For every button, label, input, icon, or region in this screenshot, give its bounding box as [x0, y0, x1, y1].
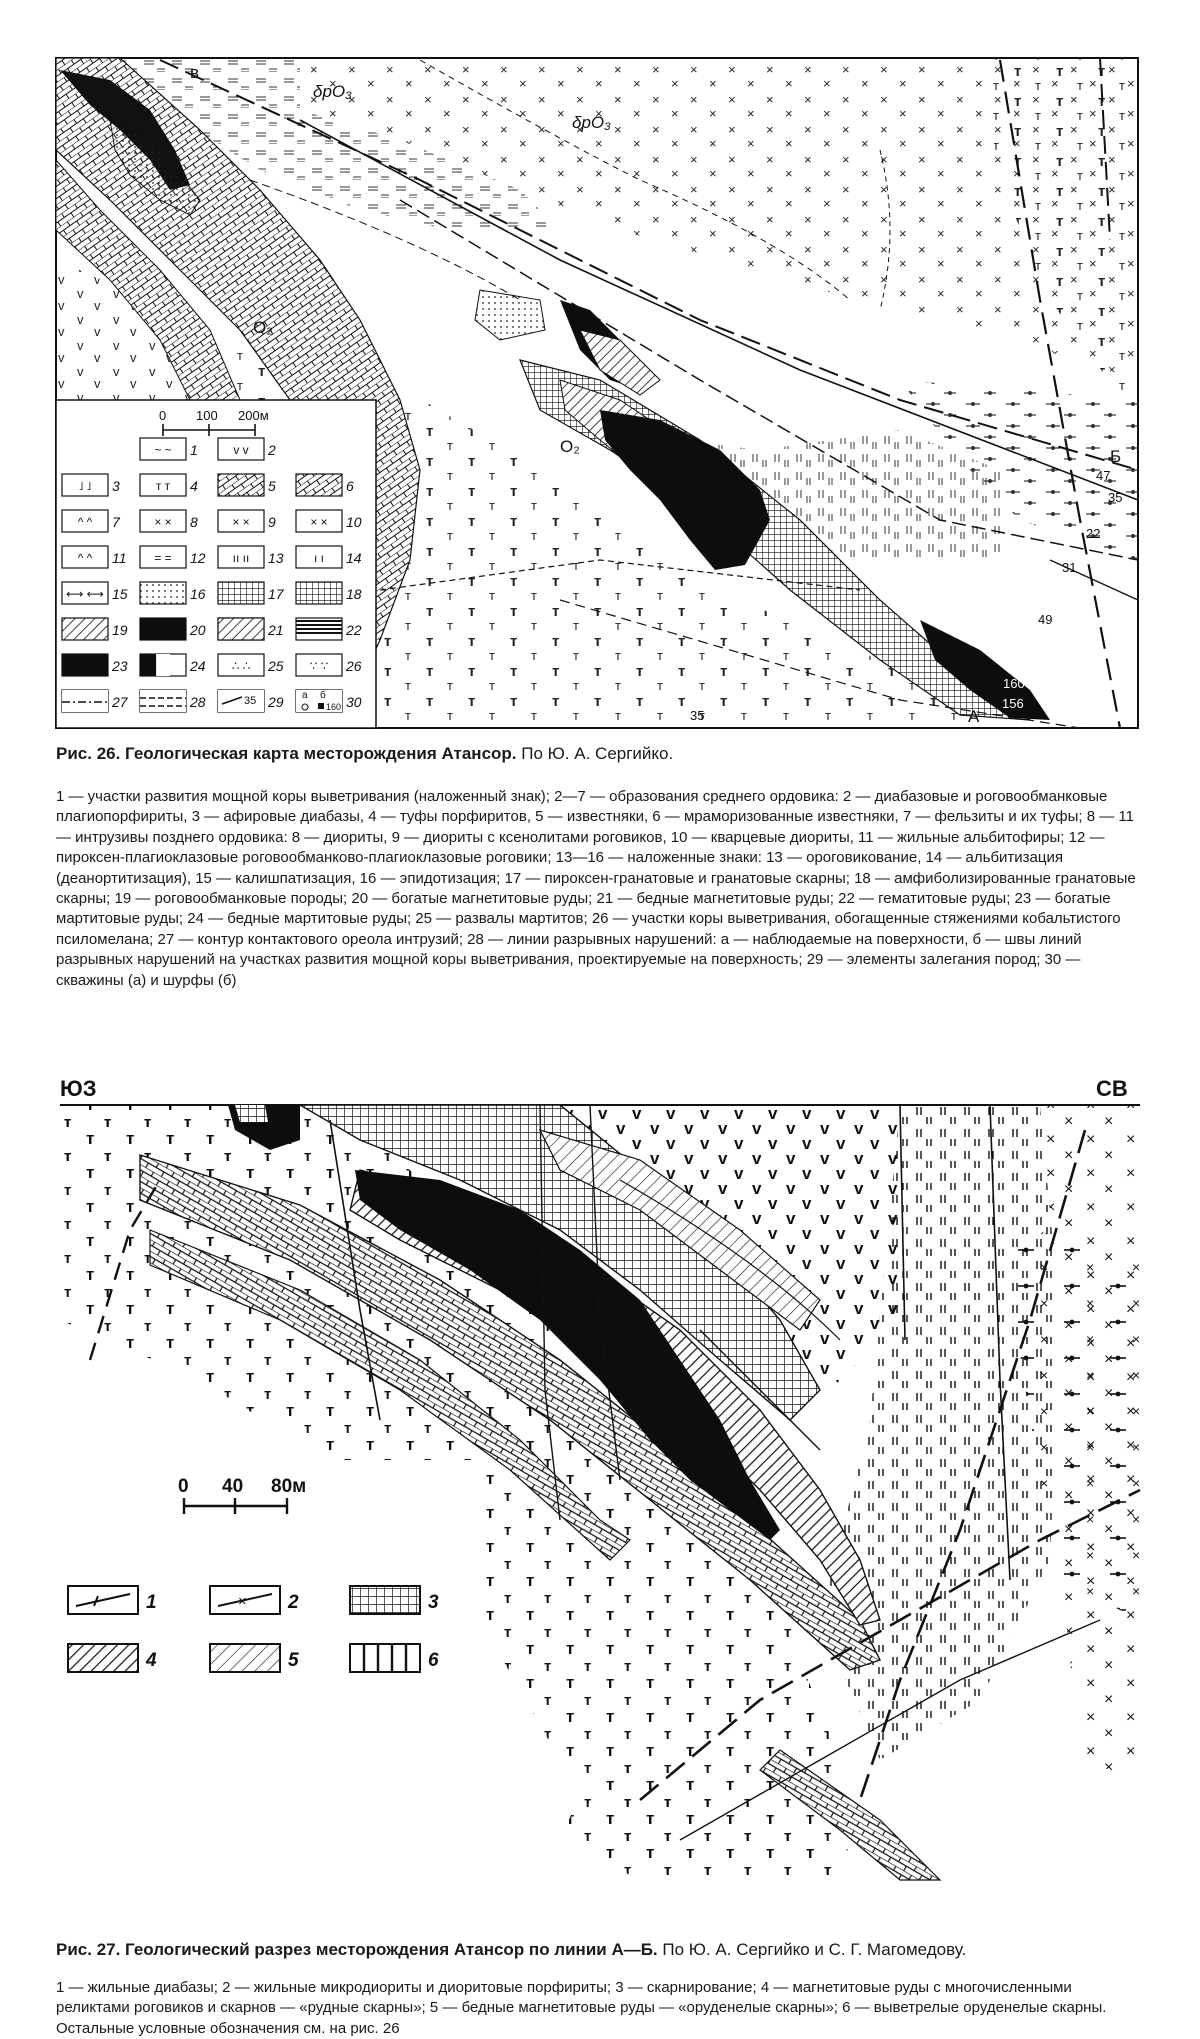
- map-legend-number-2: 2: [268, 442, 276, 458]
- map-label-49: 49: [1038, 612, 1053, 627]
- svg-text:× ×: × ×: [232, 515, 250, 529]
- svg-text:× ×: × ×: [154, 515, 172, 529]
- section-scale-40: 40: [222, 1476, 244, 1497]
- map-legend-swatch-18: [296, 582, 342, 604]
- legend-30-b: б: [320, 690, 326, 701]
- map-scale-200: 200м: [238, 408, 269, 423]
- map-legend-number-16: 16: [190, 586, 206, 602]
- map-legend-swatch-27: [62, 690, 108, 712]
- map-legend-number-8: 8: [190, 514, 198, 530]
- section-legend-swatch-5: [210, 1644, 280, 1672]
- map-legend-number-3: 3: [112, 478, 120, 494]
- map-legend-swatch-4: [140, 474, 186, 496]
- svg-text:×: ×: [238, 1593, 247, 1610]
- section-legend-swatch-2: [210, 1586, 280, 1614]
- map-legend-number-6: 6: [346, 478, 354, 494]
- fig26-caption-author: По Ю. А. Сергийко.: [516, 744, 674, 763]
- section-legend-number-6: 6: [428, 1650, 439, 1671]
- legend-30-num: 160: [326, 702, 342, 712]
- legend-29-value: 35: [244, 695, 257, 707]
- svg-text:∵ ∵: ∵ ∵: [309, 659, 329, 673]
- map-legend-swatch-8: [140, 510, 186, 532]
- map-label-o2-c: О₂: [642, 530, 662, 549]
- svg-text:× ×: × ×: [310, 515, 328, 529]
- map-legend-number-18: 18: [346, 586, 362, 602]
- map-legend-swatch-6: [296, 474, 342, 496]
- map-legend-swatch-5: [218, 474, 264, 496]
- svg-text:т т: т т: [155, 479, 171, 493]
- map-legend-number-5: 5: [268, 478, 276, 494]
- section-legend-number-3: 3: [428, 1592, 439, 1613]
- geological-section: [0, 1060, 1200, 1930]
- map-label-156: 156: [1002, 696, 1024, 711]
- map-legend-swatch-14: [296, 546, 342, 568]
- map-label-o2-a: О₂: [253, 318, 273, 337]
- map-legend-swatch-1: [140, 438, 186, 460]
- map-legend-swatch-22: [296, 618, 342, 640]
- map-legend-swatch-13: [218, 546, 264, 568]
- svg-text:⟷ ⟷: ⟷ ⟷: [66, 587, 104, 601]
- map-legend-number-15: 15: [112, 586, 128, 602]
- svg-text:˩ ˩: ˩ ˩: [78, 479, 92, 493]
- map-legend-swatch-12: [140, 546, 186, 568]
- map-label-35b: 35: [690, 708, 705, 723]
- map-legend-number-14: 14: [346, 550, 362, 566]
- map-label-dp1: δрО₃: [313, 82, 352, 101]
- map-legend-number-7: 7: [112, 514, 120, 530]
- section-legend-swatch-6: [350, 1644, 420, 1672]
- map-legend-number-13: 13: [268, 550, 284, 566]
- map-legend-swatch-19: [62, 618, 108, 640]
- geological-map: [0, 0, 1200, 760]
- map-label-31: 31: [1062, 560, 1077, 575]
- map-legend-swatch-28: [140, 690, 186, 712]
- map-legend-number-21: 21: [268, 622, 284, 638]
- map-legend-swatch-23: [62, 654, 108, 676]
- map-label-a-bottom: А: [968, 707, 980, 726]
- section-ne-label: СВ: [1096, 1076, 1128, 1101]
- map-legend-number-25: 25: [268, 658, 284, 674]
- fig26-caption-title: Рис. 26. Геологическая карта месторождения Атансор.: [56, 744, 517, 763]
- map-label-35a: 35: [1108, 490, 1123, 505]
- map-legend-swatch-11: [62, 546, 108, 568]
- fig27-caption-author: По Ю. А. Сергийко и С. Г. Магомедову.: [657, 1940, 967, 1959]
- map-legend-swatch-20: [140, 618, 186, 640]
- map-legend-number-22: 22: [346, 622, 362, 638]
- map-scale-0: 0: [159, 408, 167, 423]
- fig26-caption: [56, 744, 1146, 764]
- map-scale-100: 100: [196, 408, 218, 423]
- section-legend-number-4: 4: [146, 1650, 157, 1671]
- map-legend-swatch-25: [218, 654, 264, 676]
- map-legend-number-19: 19: [112, 622, 128, 638]
- map-legend-swatch-30: [296, 689, 342, 712]
- map-legend-swatch-24: [140, 654, 186, 676]
- map-label-22: 22: [1086, 526, 1101, 541]
- legend-30-a: а: [302, 690, 308, 701]
- map-legend-swatch-16: [140, 582, 186, 604]
- map-legend-number-30: 30: [346, 694, 362, 710]
- svg-text:^ ^: ^ ^: [77, 551, 93, 565]
- map-legend-number-11: 11: [112, 550, 127, 566]
- fig27-caption-title: Рис. 27. Геологический разрез месторождения Атансор по линии А—Б.: [56, 1940, 658, 1959]
- svg-text:v v: v v: [233, 443, 249, 457]
- map-legend-number-27: 27: [112, 694, 128, 710]
- svg-text:^ ^: ^ ^: [77, 515, 93, 529]
- map-legend-number-29: 29: [268, 694, 284, 710]
- section-legend-swatch-3: [350, 1586, 420, 1614]
- fig27-caption: [56, 1940, 1146, 1960]
- svg-text:ıı ıı: ıı ıı: [232, 551, 250, 565]
- map-legend-number-10: 10: [346, 514, 362, 530]
- map-legend-number-17: 17: [268, 586, 284, 602]
- map-legend-swatch-26: [296, 654, 342, 676]
- map-legend-number-9: 9: [268, 514, 276, 530]
- map-legend-number-28: 28: [190, 694, 206, 710]
- map-label-b-top: в: [190, 63, 200, 82]
- fig27-description: 1 — жильные диабазы; 2 — жильные микродиориты и диоритовые порфириты; 3 — скарнирование; 4 — магнетитовые руды с многочисленными реликтами роговиков и скарнов — «рудные скарны»; 5 — бедные магнетитовые руды — «оруденелые скарны»; 6 — выветрелые оруденелые скарны. Остальные условные обозначения см. на рис. 26: [56, 1979, 1107, 2037]
- map-legend-swatch-9: [218, 510, 264, 532]
- section-legend-swatch-4: [68, 1644, 138, 1672]
- map-legend-swatch-21: [218, 618, 264, 640]
- map-legend-swatch-7: [62, 510, 108, 532]
- map-legend-number-12: 12: [190, 550, 206, 566]
- map-legend-number-1: 1: [190, 442, 198, 458]
- map-legend-swatch-15: [62, 582, 108, 604]
- map-label-o2-b: О₂: [560, 437, 580, 456]
- map-legend-number-26: 26: [346, 658, 362, 674]
- section-legend-number-1: 1: [146, 1592, 157, 1613]
- section-legend-number-2: 2: [288, 1592, 299, 1613]
- map-legend-swatch-3: [62, 474, 108, 496]
- section-legend-swatch-1: [68, 1586, 138, 1614]
- map-label-47: 47: [1096, 468, 1111, 483]
- map-legend-swatch-2: [218, 438, 264, 460]
- map-legend-number-23: 23: [112, 658, 128, 674]
- map-legend-number-24: 24: [190, 658, 206, 674]
- map-label-dp2: δрО₃: [572, 113, 611, 132]
- section-sw-label: ЮЗ: [60, 1076, 97, 1101]
- map-label-b-right: Б: [1110, 447, 1122, 466]
- section-legend-number-5: 5: [288, 1650, 299, 1671]
- svg-text:~ ~: ~ ~: [154, 443, 172, 457]
- map-legend-swatch-29: [218, 690, 264, 712]
- section-scale-80: 80м: [271, 1476, 307, 1497]
- map-label-160: 160: [1003, 676, 1025, 691]
- map-legend-swatch-10: [296, 510, 342, 532]
- map-legend-swatch-17: [218, 582, 264, 604]
- svg-text:∴ ∴: ∴ ∴: [231, 659, 251, 673]
- svg-text:ı ı: ı ı: [313, 551, 325, 565]
- map-legend-number-20: 20: [190, 622, 206, 638]
- map-legend-number-4: 4: [190, 478, 198, 494]
- section-scale-0: 0: [178, 1476, 189, 1497]
- fig26-description: 1 — участки развития мощной коры выветривания (наложенный знак); 2—7 — образования среднего ордовика: 2 — диабазовые и роговообманковые плагиопорфириты, 3 — афировые диабазы, 4 — туфы порфиритов, 5 — известняки, 6 — мраморизованные известняки, 7 — фельзиты и их туфы; 8 — 11 — интрузивы позднего ордовика: 8 — диориты, 9 — диориты с ксенолитами роговиков, 10 — кварцевые диориты, 11 — жильные альбитофиры; 12 — пироксен-плагиоклазовые роговообманково-плагиоклазовые роговики; 13—16 — наложенные знаки: 13 — ороговикование, 14 — альбитизация (деанортитизация), 15 — калишпатизация, 16 — эпидотизация; 17 — пироксен-гранатовые и гранатовые скарны; 18 — амфиболизированные гранатовые скарны; 19 — роговообманковые породы; 20 — богатые магнетитовые руды; 21 — бедные магнетитовые руды; 22 — гематитовые руды; 23 — богатые мартитовые руды; 24 — бедные мартитовые руды; 25 — развалы мартитов; 26 — участки коры выветривания, обогащенные стяжениями кобальтистого псиломелана; 27 — контур контактового ореола интрузий; 28 — линии разрывных нарушений: а — наблюдаемые на поверхности, б — швы линий разрывных нарушений на участках развития мощной коры выветривания, проектируемые на поверхность; 29 — элементы залегания пород; 30 — скважины (а) и шурфы (б): [56, 788, 1136, 989]
- svg-text:= =: = =: [154, 551, 172, 565]
